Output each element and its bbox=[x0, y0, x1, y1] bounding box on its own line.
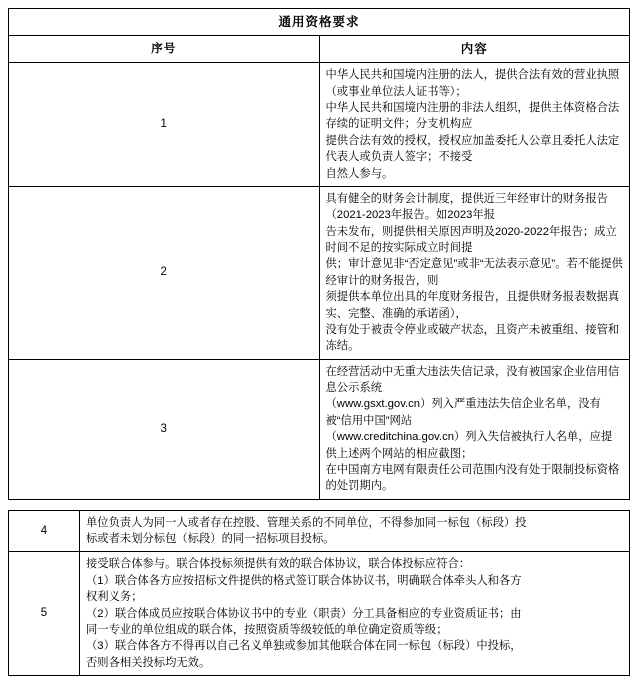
content-line: 具有健全的财务会计制度，提供近三年经审计的财务报告（2021-2023年报告。如2023年报 bbox=[325, 192, 608, 222]
table-row bbox=[9, 510, 630, 552]
content-line: 单位负责人为同一人或者存在控股、管理关系的不同单位，不得参加同一标包（标段）投 bbox=[86, 516, 527, 529]
table-header-row bbox=[9, 36, 630, 63]
row-content bbox=[319, 63, 630, 187]
content-line: 提供合法有效的授权，授权应加盖委托人公章且委托人法定代表人或负责人签字；不接受 bbox=[325, 134, 620, 164]
column-header-content: 内容 bbox=[319, 36, 630, 63]
row-content bbox=[319, 186, 630, 359]
table-title-row bbox=[9, 9, 630, 36]
page-break-gap bbox=[8, 500, 630, 510]
row-number: 3 bbox=[9, 359, 320, 499]
content-line: 自然人参与。 bbox=[325, 167, 394, 180]
content-line: （1）联合体各方应按招标文件提供的格式签订联合体协议书，明确联合体牵头人和各方 bbox=[86, 574, 522, 587]
row-number: 4 bbox=[9, 510, 80, 552]
table-row bbox=[9, 186, 630, 359]
table-row bbox=[9, 552, 630, 676]
content-line: 权利义务； bbox=[86, 591, 143, 604]
content-line: 接受联合体参与。联合体投标须提供有效的联合体协议，联合体投标应符合： bbox=[86, 558, 471, 571]
content-line: 在中国南方电网有限责任公司范围内没有处于限制投标资格的处罚期内。 bbox=[325, 463, 620, 493]
column-header-num: 序号 bbox=[9, 36, 320, 63]
table-row bbox=[9, 63, 630, 187]
row-number: 1 bbox=[9, 63, 320, 187]
content-line: 标或者未划分标包（标段）的同一招标项目投标。 bbox=[86, 533, 335, 545]
content-line: 供；审计意见非“否定意见”或非“无法表示意见”。若不能提供经审计的财务报告，则 bbox=[325, 258, 623, 287]
content-line: （2）联合体成员应按联合体协议书中的专业（职责）分工具备相应的专业资质证书；由 bbox=[86, 607, 522, 620]
content-line: 同一专业的单位组成的联合体，按照资质等级较低的单位确定资质等级； bbox=[86, 623, 448, 636]
content-line: 没有处于被责令停业或破产状态，且资产未被重组、接管和冻结。 bbox=[325, 323, 620, 353]
table-row bbox=[9, 359, 630, 499]
content-line: （3）联合体各方不得再以自己名义单独或参加其他联合体在同一标包（标段）中投标， bbox=[86, 640, 522, 653]
row-content bbox=[80, 510, 630, 552]
content-line: 中华人民共和国境内注册的非法人组织，提供主体资格合法存续的证明文件；分支机构应 bbox=[325, 102, 620, 131]
content-line: 须提供本单位出具的年度财务报告，且提供财务报表数据真实、完整、准确的承诺函）， bbox=[325, 291, 620, 320]
content-line: 中华人民共和国境内注册的法人，提供合法有效的营业执照（或事业单位法人证书等）； bbox=[325, 69, 620, 98]
row-number: 5 bbox=[9, 552, 80, 676]
content-line: 告未发布，则提供相关原因声明及2020-2022年报告；成立时间不足的按实际成立时间提 bbox=[325, 225, 617, 254]
content-line: 在经营活动中无重大违法失信记录，没有被国家企业信用信息公示系统 bbox=[325, 365, 620, 394]
row-number: 2 bbox=[9, 186, 320, 359]
content-line: （www.gsxt.gov.cn）列入严重违法失信企业名单，没有被“信用中国”网站 bbox=[325, 398, 601, 427]
content-line: 否则各相关投标均无效。 bbox=[86, 656, 211, 669]
table-title: 通用资格要求 bbox=[9, 9, 630, 36]
row-content bbox=[80, 552, 630, 676]
content-line: （www.creditchina.gov.cn）列入失信被执行人名单，应提供上述两个网站的相应截图； bbox=[325, 431, 613, 460]
general-qualification-table-part1 bbox=[8, 8, 630, 500]
row-content bbox=[319, 359, 630, 499]
general-qualification-table-part2 bbox=[8, 510, 630, 676]
